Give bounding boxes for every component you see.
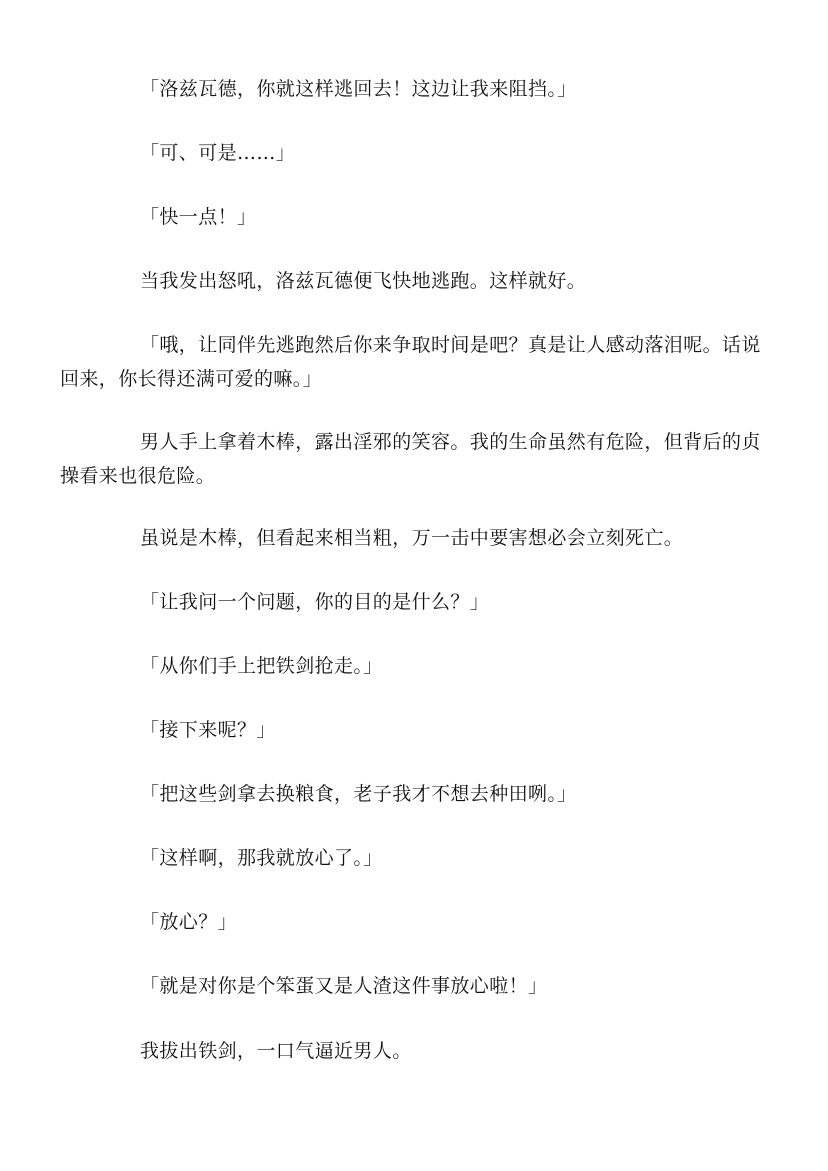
paragraph: 「就是对你是个笨蛋又是人渣这件事放心啦！」 [140, 975, 548, 997]
paragraph: 「这样啊，那我就放心了。」 [140, 847, 383, 869]
paragraph: 男人手上拿着木棒，露出淫邪的笑容。我的生命虽然有危险，但背后的贞操看来也很危险。 [60, 431, 761, 487]
paragraph: 「可、可是……」 [140, 142, 296, 164]
paragraph: 「接下来呢？」 [140, 719, 276, 741]
paragraph: 「让我问一个问题，你的目的是什么？」 [140, 591, 490, 613]
paragraph: 「快一点！」 [140, 206, 257, 228]
paragraph: 虽说是木棒，但看起来相当粗，万一击中要害想必会立刻死亡。 [140, 527, 684, 549]
paragraph: 「从你们手上把铁剑抢走。」 [140, 655, 383, 677]
paragraph: 当我发出怒吼，洛兹瓦德便飞快地逃跑。这样就好。 [140, 270, 587, 292]
paragraph: 「洛兹瓦德，你就这样逃回去！这边让我来阻挡。」 [140, 78, 577, 100]
paragraph: 「放心？」 [140, 911, 238, 933]
paragraph: 「把这些剑拿去换粮食，老子我才不想去种田咧。」 [140, 783, 577, 805]
paragraph: 我拔出铁剑，一口气逼近男人。 [140, 1040, 412, 1062]
paragraph: 「哦，让同伴先逃跑然后你来争取时间是吧？真是让人感动落泪呢。话说回来，你长得还满可爱的嘛。」 [60, 334, 761, 390]
